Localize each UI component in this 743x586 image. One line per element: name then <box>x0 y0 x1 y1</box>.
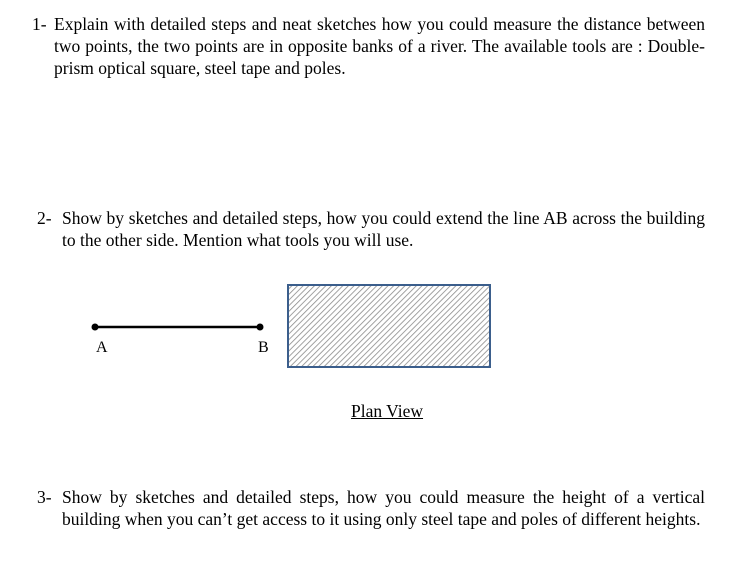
building-hatched-rect <box>288 285 490 367</box>
question-2-text: Show by sketches and detailed steps, how you could extend the line AB across the building to the other side. Mention what tools you will use. <box>62 208 705 250</box>
question-3-text: Show by sketches and detailed steps, how you could measure the height of a vertical building when you can’t get access to it using only steel tape and poles of different heights. <box>62 487 705 529</box>
point-b-dot <box>257 324 264 331</box>
question-1-text: Explain with detailed steps and neat sketches how you could measure the distance between two points, the two points are in opposite banks of a river. The available tools are : Double-prism optical square, steel tape and poles. <box>54 14 705 78</box>
question-3 <box>37 486 705 530</box>
point-b-label: B <box>258 339 269 356</box>
question-3-number: 3- <box>37 487 52 507</box>
plan-view-caption: Plan View <box>351 401 424 421</box>
question-2-number: 2- <box>37 208 52 228</box>
question-1-number: 1- <box>32 14 47 34</box>
point-a-label: A <box>96 339 108 356</box>
point-a-dot <box>92 324 99 331</box>
